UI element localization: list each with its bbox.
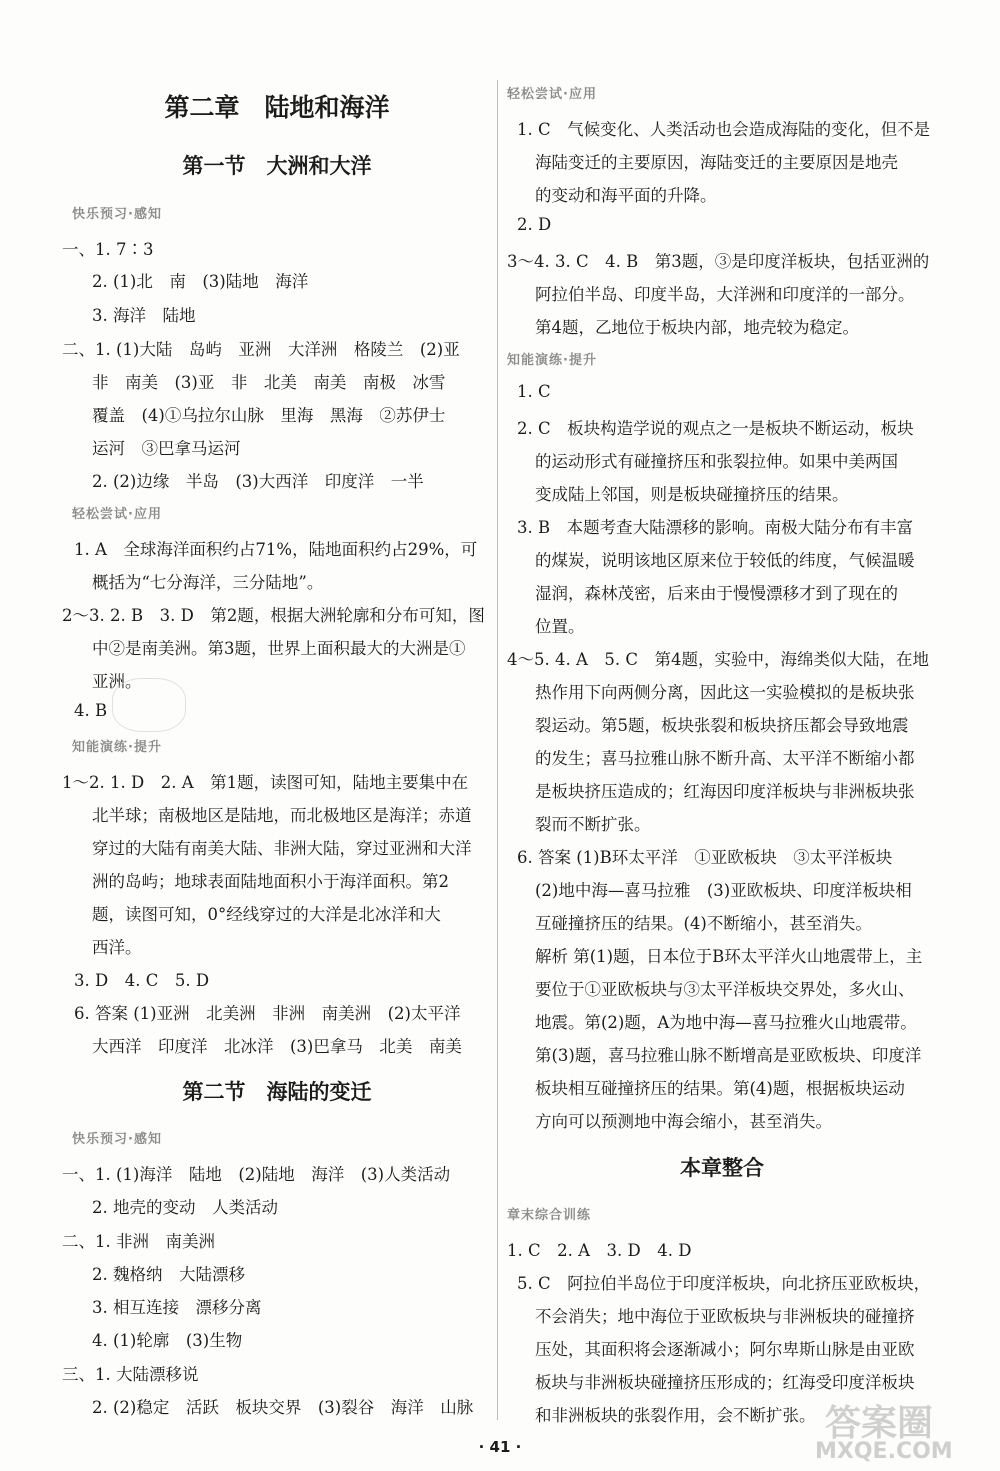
answer-line: 题，读图可知，0°经线穿过的大洋是北冰洋和大 [92,905,441,924]
answer-line: 热作用下向两侧分离，因此这一实验模拟的是板块张 [535,683,915,702]
answer-line: 大西洋 印度洋 北冰洋 (3)巴拿马 北美 南美 [92,1037,462,1056]
label-kuaile-2: 快乐预习·感知 [72,1132,162,1147]
answer-line: 非 南美 (3)亚 非 北美 南美 南极 冰雪 [92,373,446,392]
answer-line: 二、1. (1)大陆 岛屿 亚洲 大洋洲 格陵兰 (2)亚 [62,340,460,359]
answer-line: 一、1. 7∶3 [62,240,154,259]
label-kuaile-1: 快乐预习·感知 [72,207,162,222]
label-qingsong-1: 轻松尝试·应用 [72,507,162,522]
section-title-1: 第一节 大洲和大洋 [182,154,372,178]
answer-line: 5. C 阿拉伯半岛位于印度洋板块，向北挤压亚欧板块， [517,1274,931,1293]
answer-line: 三、1. 大陆漂移说 [62,1365,199,1384]
answer-line: 的运动形式有碰撞挤压和张裂拉伸。如果中美两国 [535,452,898,471]
answer-line: 穿过的大陆有南美大陆、非洲大陆，穿过亚洲和大洋 [92,839,472,858]
answer-line: 1. C 2. A 3. D 4. D [507,1241,692,1260]
label-zhineng-2: 知能演练·提升 [507,353,597,368]
answer-line: 是板块挤压造成的；红海因印度洋板块与非洲板块张 [535,782,915,801]
page-number: · 41 · [478,1438,522,1456]
answer-line: 板块与非洲板块碰撞挤压形成的；红海受印度洋板块 [535,1373,915,1392]
answer-line: 1. C 气候变化、人类活动也会造成海陆的变化，但不是 [517,120,931,139]
answer-line: 的煤炭，说明该地区原来位于较低的纬度，气候温暖 [535,551,915,570]
watermark-bottom: MXQE.COM [815,1439,953,1464]
answer-line: 3. D 4. C 5. D [74,971,210,990]
answer-line: 2. (2)边缘 半岛 (3)大西洋 印度洋 一半 [92,472,424,491]
answer-line: 板块相互碰撞挤压的结果。第(4)题，根据板块运动 [535,1079,905,1098]
answer-line: 解析 第(1)题，日本位于B环太平洋火山地震带上，主 [535,947,923,966]
answer-line: 6. 答案 (1)B环太平洋 ①亚欧板块 ③太平洋板块 [517,848,893,867]
column-divider [497,80,498,1420]
answer-line: 要位于①亚欧板块与③太平洋板块交界处，多火山、 [535,980,915,999]
answer-line: 4. (1)轮廓 (3)生物 [92,1331,243,1350]
watermark-logo [805,1395,985,1465]
answer-line: 4～5. 4. A 5. C 第4题，实验中，海绵类似大陆，在地 [507,650,929,669]
answer-line: 海陆变迁的主要原因，海陆变迁的主要原因是地壳 [535,153,898,172]
answer-line: 3. B 本题考查大陆漂移的影响。南极大陆分布有丰富 [517,518,914,537]
answer-line: 湿润，森林茂密，后来由于慢慢漂移才到了现在的 [535,584,898,603]
answer-line: 2. 地壳的变动 人类活动 [92,1198,278,1217]
answer-line: 3. 海洋 陆地 [92,306,196,325]
section-title-3: 本章整合 [680,1156,764,1180]
answer-line: 的发生；喜马拉雅山脉不断升高、太平洋不断缩小都 [535,749,915,768]
answer-line: 和非洲板块的张裂作用，会不断扩张。 [535,1406,816,1425]
answer-line: 2. D [517,215,552,234]
answer-line: 不会消失；地中海位于亚欧板块与非洲板块的碰撞挤 [535,1307,915,1326]
answer-line: 6. 答案 (1)亚洲 北美洲 非洲 南美洲 (2)太平洋 [74,1004,461,1023]
chapter-title: 第二章 陆地和海洋 [164,93,390,122]
answer-line: 1. C [517,382,551,401]
answer-line: 地震。第(2)题，A为地中海—喜马拉雅火山地震带。 [535,1013,917,1032]
answer-line: 2. C 板块构造学说的观点之一是板块不断运动，板块 [517,419,914,438]
answer-line: 裂而不断扩张。 [535,815,651,834]
answer-line: 北半球；南极地区是陆地，而北极地区是海洋；赤道 [92,806,472,825]
answer-line: 运河 ③巴拿马运河 [92,439,241,458]
answer-line: (2)地中海—喜马拉雅 (3)亚欧板块、印度洋板块相 [535,881,912,900]
answer-line: 概括为“七分海洋，三分陆地”。 [92,573,324,592]
answer-line: 阿拉伯半岛、印度半岛，大洋洲和印度洋的一部分。 [535,285,915,304]
answer-line: 位置。 [535,617,585,636]
label-qingsong-2: 轻松尝试·应用 [507,87,597,102]
answer-line: 亚洲。 [92,672,142,691]
answer-line: 第(3)题，喜马拉雅山脉不断增高是亚欧板块、印度洋 [535,1046,922,1065]
faint-stamp [112,678,186,732]
label-zhangmo: 章末综合训练 [507,1208,592,1223]
answer-line: 第4题，乙地位于板块内部，地壳较为稳定。 [535,318,859,337]
answer-line: 2. (2)稳定 活跃 板块交界 (3)裂谷 海洋 山脉 [92,1398,474,1417]
answer-line: 的变动和海平面的升降。 [535,186,717,205]
answer-line: 洲的岛屿；地球表面陆地面积小于海洋面积。第2 [92,872,449,891]
answer-line: 压处，其面积将会逐渐减小；阿尔卑斯山脉是由亚欧 [535,1340,915,1359]
section-title-2: 第二节 海陆的变迁 [182,1080,372,1104]
answer-line: 1. A 全球海洋面积约占71%，陆地面积约占29%，可 [74,540,478,559]
answer-line: 变成陆上邻国，则是板块碰撞挤压的结果。 [535,485,849,504]
answer-line: 互碰撞挤压的结果。(4)不断缩小，甚至消失。 [535,914,872,933]
label-zhineng-1: 知能演练·提升 [72,740,162,755]
answer-line: 3～4. 3. C 4. B 第3题，③是印度洋板块，包括亚洲的 [507,252,930,271]
answer-line: 方向可以预测地中海会缩小，甚至消失。 [535,1112,832,1131]
answer-line: 2. 魏格纳 大陆漂移 [92,1265,245,1284]
answer-line: 一、1. (1)海洋 陆地 (2)陆地 海洋 (3)人类活动 [62,1165,451,1184]
answer-line: 裂运动。第5题，板块张裂和板块挤压都会导致地震 [535,716,909,735]
answer-line: 二、1. 非洲 南美洲 [62,1232,215,1251]
answer-line: 西洋。 [92,938,142,957]
answer-line: 3. 相互连接 漂移分离 [92,1298,262,1317]
answer-line: 4. B [74,701,108,720]
answer-line: 覆盖 (4)①乌拉尔山脉 里海 黑海 ②苏伊士 [92,406,446,425]
answer-line: 2～3. 2. B 3. D 第2题，根据大洲轮廓和分布可知，图 [62,606,485,625]
answer-line: 1～2. 1. D 2. A 第1题，读图可知，陆地主要集中在 [62,773,469,792]
answer-line: 中②是南美洲。第3题，世界上面积最大的大洲是① [92,639,466,658]
watermark-top: 答案圈 [825,1403,934,1444]
answer-line: 2. (1)北 南 (3)陆地 海洋 [92,272,309,291]
